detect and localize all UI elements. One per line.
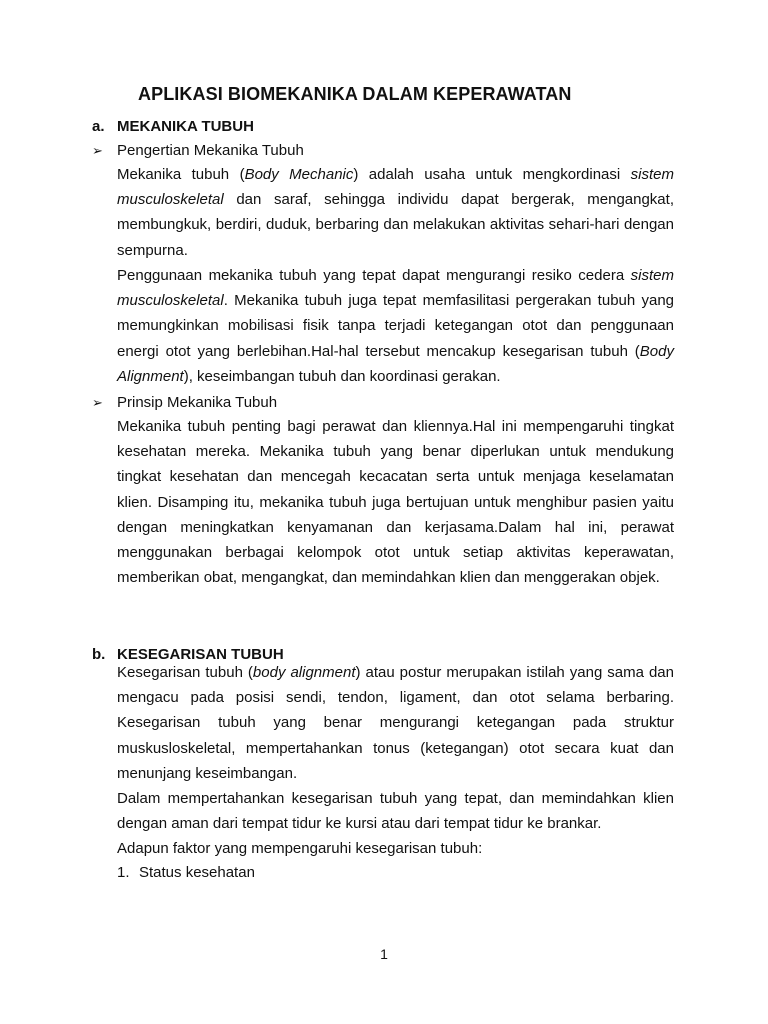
document-title: APLIKASI BIOMEKANIKA DALAM KEPERAWATAN — [138, 84, 572, 104]
bullet-prinsip-label: Prinsip Mekanika Tubuh — [117, 394, 278, 411]
section-b-title: KESEGARISAN TUBUH — [117, 646, 284, 663]
kesegarisan-paragraph-1: Kesegarisan tubuh (body alignment) atau postur merupakan istilah yang sama dan mengacu pada posisi sendi, tendon, ligament, dan otot selama berbaring. Kesegarisan tubuh yang benar mengurangi ketegangan pada struktur muskusloskeletal, mempertahankan tonus (ketegangan) otot secara kuat dan menunjang keseimbangan. — [117, 664, 674, 782]
section-a-heading — [92, 118, 254, 135]
arrow-bullet-icon: ➢ — [92, 143, 103, 158]
section-b-marker: b. — [92, 646, 106, 663]
list-item-number: 1. — [117, 864, 130, 881]
section-a-title: MEKANIKA TUBUH — [117, 118, 254, 135]
prinsip-paragraph: Mekanika tubuh penting bagi perawat dan kliennya.Hal ini mempengaruhi tingkat kesehatan mereka. Mekanika tubuh yang benar diperlukan untuk mendukung tingkat kesehatan dan mencegah kecacatan serta untuk menjaga keselamatan klien. Disamping itu, mekanika tubuh juga bertujuan untuk menghibur pasien yaitu dengan meningkatkan kenyamanan dan kerjasama.Dalam hal ini, perawat menggunakan berbagai kelompok otot untuk setiap aktivitas keperawatan, memberikan obat, mengangkat, dan memindahkan klien dan menggerakan objek. — [117, 418, 674, 587]
kesegarisan-paragraph-3: Adapun faktor yang mempengaruhi kesegarisan tubuh: — [117, 840, 483, 857]
pengertian-paragraph-1: Mekanika tubuh (Body Mechanic) adalah usaha untuk mengkordinasi sistem musculoskeletal dan saraf, sehingga individu dapat bergerak, mengangkat, membungkuk, berdiri, duduk, berbaring dan melakukan aktivitas sehari-hari dengan sempurna. — [117, 166, 674, 259]
list-item — [117, 864, 255, 881]
kesegarisan-paragraph-2: Dalam mempertahankan kesegarisan tubuh yang tepat, dan memindahkan klien dengan aman dari tempat tidur ke kursi atau dari tempat tidur ke brankar. — [117, 790, 674, 833]
bullet-prinsip — [92, 394, 277, 411]
arrow-bullet-icon: ➢ — [92, 395, 103, 410]
section-a-marker: a. — [92, 118, 105, 135]
list-item-text: Status kesehatan — [139, 864, 255, 881]
bullet-pengertian — [92, 142, 304, 159]
bullet-pengertian-label: Pengertian Mekanika Tubuh — [117, 142, 304, 159]
page-number: 1 — [380, 946, 388, 962]
pengertian-paragraph-2: Penggunaan mekanika tubuh yang tepat dapat mengurangi resiko cedera sistem musculoskeletal. Mekanika tubuh juga tepat memfasilitasi pergerakan tubuh yang memungkinkan mobilisasi fisik tanpa terjadi ketegangan otot dan penggunaan energi otot yang berlebihan.Hal-hal tersebut mencakup kesegarisan tubuh (Body Alignment), keseimbangan tubuh dan koordinasi gerakan. — [117, 267, 674, 385]
